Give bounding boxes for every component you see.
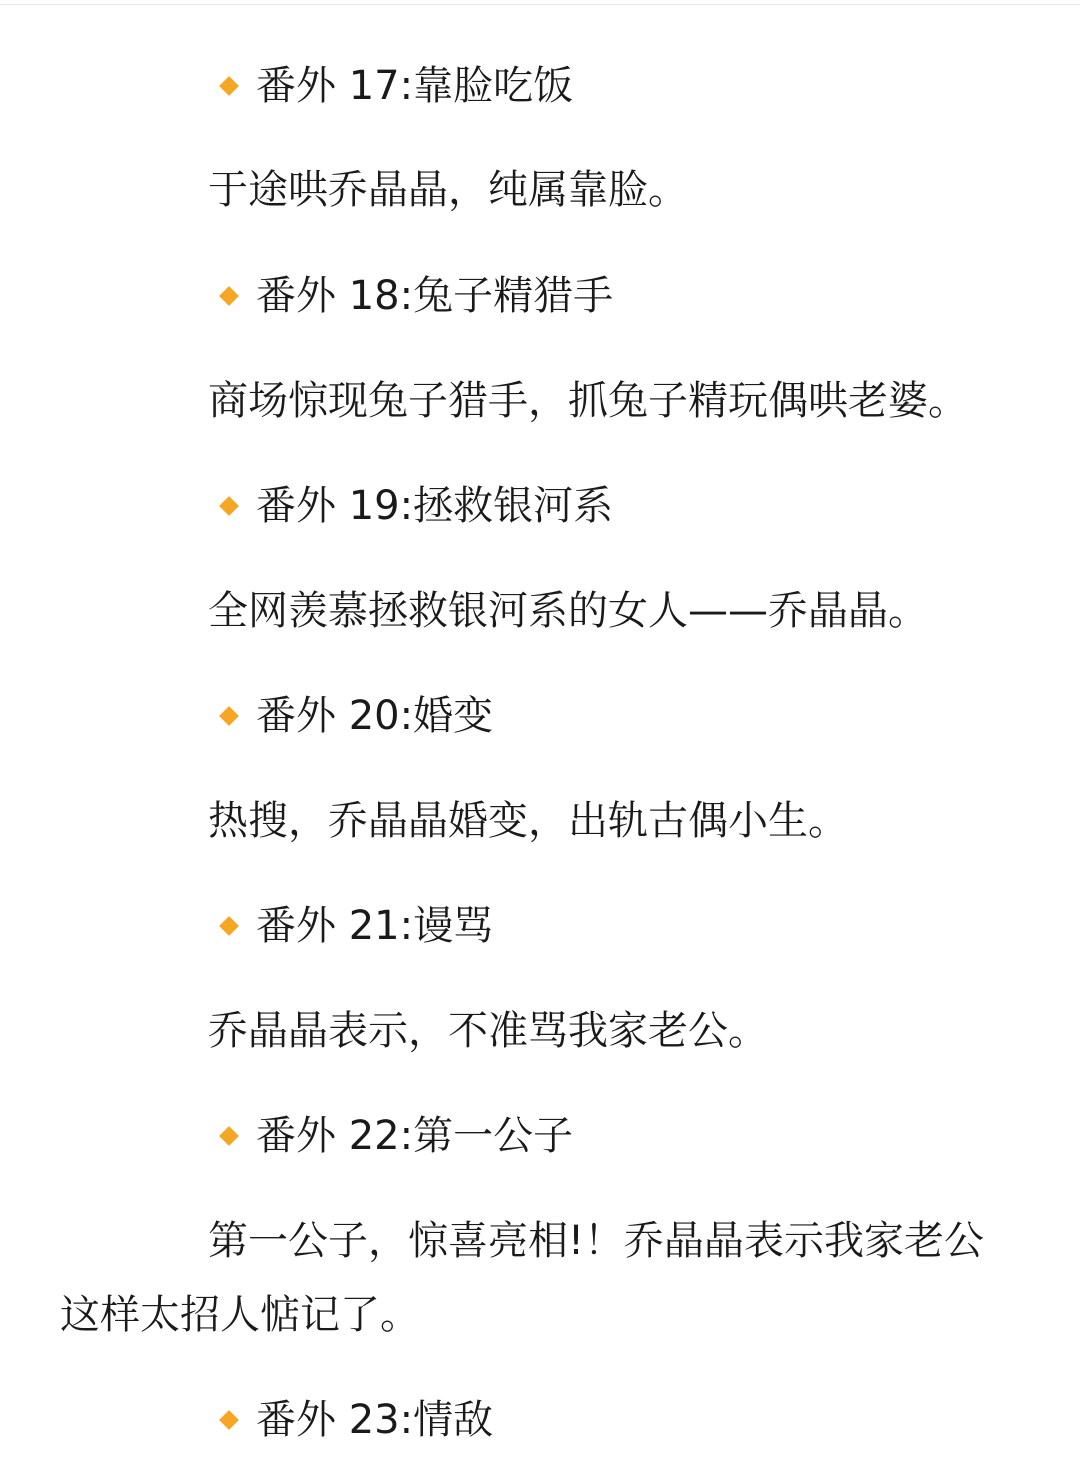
entry-title-18 bbox=[222, 266, 613, 326]
diamond-bullet-icon bbox=[219, 496, 239, 516]
entry-title-text: 番外 23:情敌 bbox=[256, 1397, 494, 1443]
entry-title-23 bbox=[222, 1390, 493, 1450]
diamond-bullet-icon bbox=[219, 1410, 239, 1430]
entry-title-text: 番外 20:婚变 bbox=[256, 693, 494, 739]
entry-title-text: 番外 21:谩骂 bbox=[256, 903, 494, 949]
entry-text-18: 商场惊现兔子猎手，抓兔子精玩偶哄老婆。 bbox=[208, 378, 968, 424]
entry-text-22: 第一公子，惊喜亮相!！乔晶晶表示我家老公这样太招人惦记了。 bbox=[60, 1218, 985, 1338]
entry-text-20: 热搜，乔晶晶婚变，出轨古偶小生。 bbox=[208, 798, 848, 844]
entry-title-text: 番外 18:兔子精猎手 bbox=[256, 273, 614, 319]
diamond-bullet-icon bbox=[219, 76, 239, 96]
entry-title-20 bbox=[222, 686, 493, 746]
entry-title-text: 番外 17:靠脸吃饭 bbox=[256, 63, 574, 109]
entry-title-text: 番外 22:第一公子 bbox=[256, 1113, 574, 1159]
diamond-bullet-icon bbox=[219, 1126, 239, 1146]
diamond-bullet-icon bbox=[219, 706, 239, 726]
entry-text-17: 于途哄乔晶晶，纯属靠脸。 bbox=[208, 167, 688, 213]
entry-text-21: 乔晶晶表示，不准骂我家老公。 bbox=[208, 1008, 768, 1054]
diamond-bullet-icon bbox=[219, 286, 239, 306]
diamond-bullet-icon bbox=[219, 916, 239, 936]
entry-title-21 bbox=[222, 896, 493, 956]
entry-title-22 bbox=[222, 1106, 573, 1166]
entry-title-17 bbox=[222, 56, 573, 116]
entry-title-text: 番外 19:拯救银河系 bbox=[256, 483, 614, 529]
entry-title-19 bbox=[222, 476, 613, 536]
entry-text-19: 全网羡慕拯救银河系的女人——乔晶晶。 bbox=[208, 588, 928, 634]
